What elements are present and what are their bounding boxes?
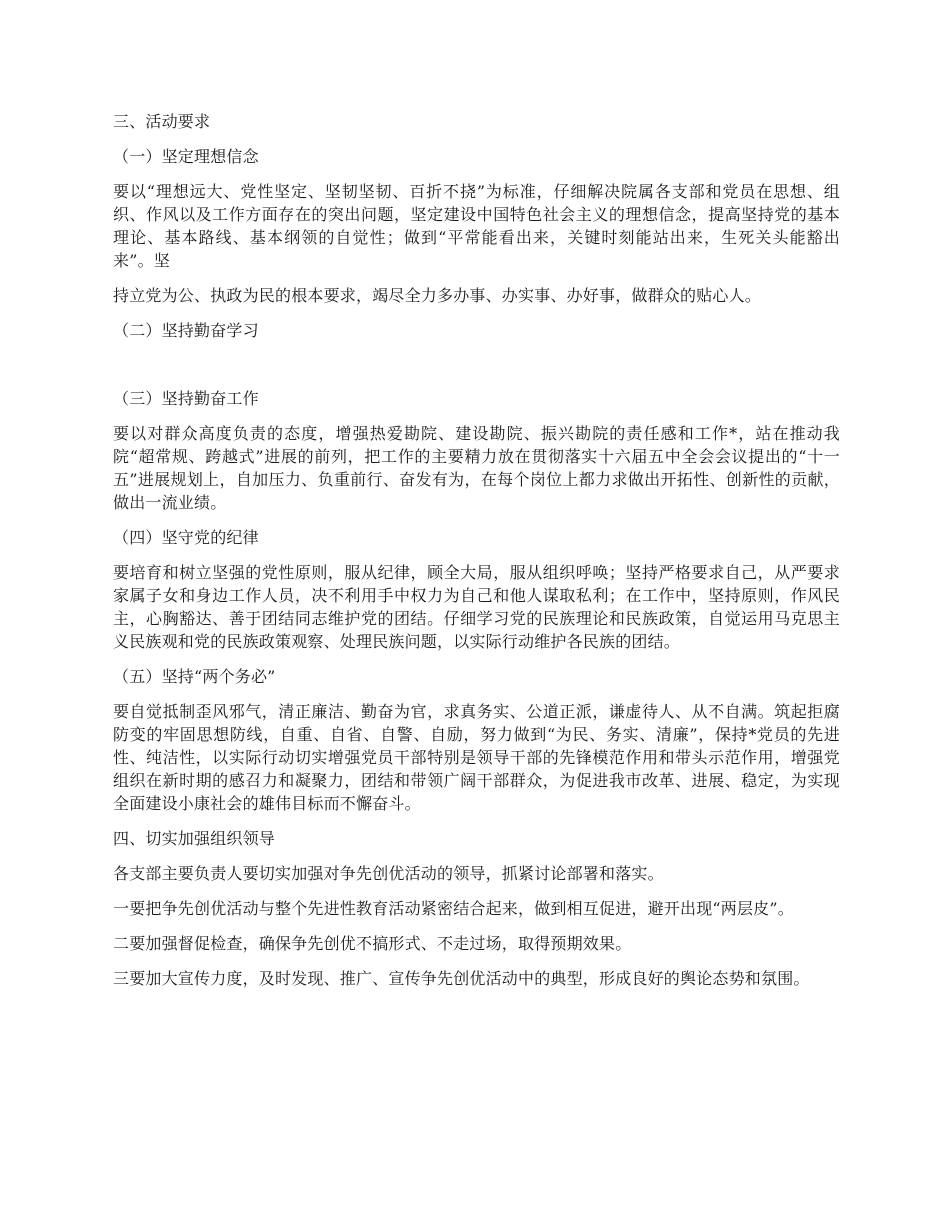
paragraph-first-requirement: 一要把争先创优活动与整个先进性教育活动紧密结合起来，做到相互促进，避开出现“两层皮”。 (113, 899, 794, 918)
paragraph-party-discipline: 要培育和树立坚强的党性原则，服从纪律，顾全大局，服从组织呼唤；坚持严格要求自己，从严要求家属子女和身边工作人员，决不利用手中权力为自己和他人谋取私利；在工作中，坚持原则，作风民主，心胸豁达、善于团结同志维护党的团结。仔细学习党的民族理论和民族政策，自觉运用马克思主义民族观和党的民族政策观察、处理民族问题，以实际行动维护各民族的团结。 (113, 563, 840, 651)
subheading-two-musts: （五）坚持“两个务必” (113, 667, 276, 686)
paragraph-third-requirement: 三要加大宣传力度，及时发现、推广、宣传争先创优活动中的典型，形成良好的舆论态势和氛围。 (113, 969, 810, 988)
paragraph-second-requirement: 二要加强督促检查，确保争先创优不搞形式、不走过场，取得预期效果。 (113, 934, 632, 953)
section-heading-activity-requirements: 三、活动要求 (113, 112, 211, 131)
paragraph-diligent-work: 要以对群众高度负责的态度，增强热爱勘院、建设勘院、振兴勘院的责任感和工作*，站在推动我院“超常规、跨越式”进展的前列，把工作的主要精力放在贯彻落实十六届五中全会会议提出的“十一五”进展规划上，自加压力、负重前行、奋发有为，在每个岗位上都力求做出开拓性、创新性的贡献，做出一流业绩。 (113, 424, 840, 512)
subheading-party-discipline: （四）坚守党的纪律 (113, 528, 259, 547)
document-page (113, 110, 840, 1002)
paragraph-firm-ideals: 要以“理想远大、党性坚定、坚韧坚韧、百折不挠”为标准，仔细解决院属各支部和党员在思想、组织、作风以及工作方面存在的突出问题，坚定建设中国特色社会主义的理想信念，提高坚持党的基本理论、基本路线、基本纲领的自觉性；做到“平常能看出来，关键时刻能站出来，生死关头能豁出来”。坚 (113, 182, 840, 270)
subheading-firm-ideals: （一）坚定理想信念 (113, 147, 259, 166)
paragraph-two-musts: 要自觉抵制歪风邪气，清正廉洁、勤奋为官，求真务实、公道正派，谦虚待人、从不自满。筑起拒腐防变的牢固思想防线，自重、自省、自警、自励，努力做到“为民、务实、清廉”，保持*党员的先进性、纯洁性，以实际行动切实增强党员干部特别是领导干部的先锋模范作用和带头示范作用，增强党组织在新时期的感召力和凝聚力，团结和带领广阔干部群众，为促进我市改革、进展、稳定，为实现全面建设小康社会的雄伟目标而不懈奋斗。 (113, 702, 840, 813)
subheading-diligent-study: （二）坚持勤奋学习 (113, 321, 259, 340)
paragraph-party-for-public: 持立党为公、执政为民的根本要求，竭尽全力多办事、办实事、办好事，做群众的贴心人。 (113, 286, 762, 305)
subheading-diligent-work: （三）坚持勤奋工作 (113, 389, 259, 408)
section-heading-organization-leadership: 四、切实加强组织领导 (113, 829, 276, 848)
paragraph-branch-leaders: 各支部主要负责人要切实加强对争先创优活动的领导，抓紧讨论部署和落实。 (113, 864, 664, 883)
